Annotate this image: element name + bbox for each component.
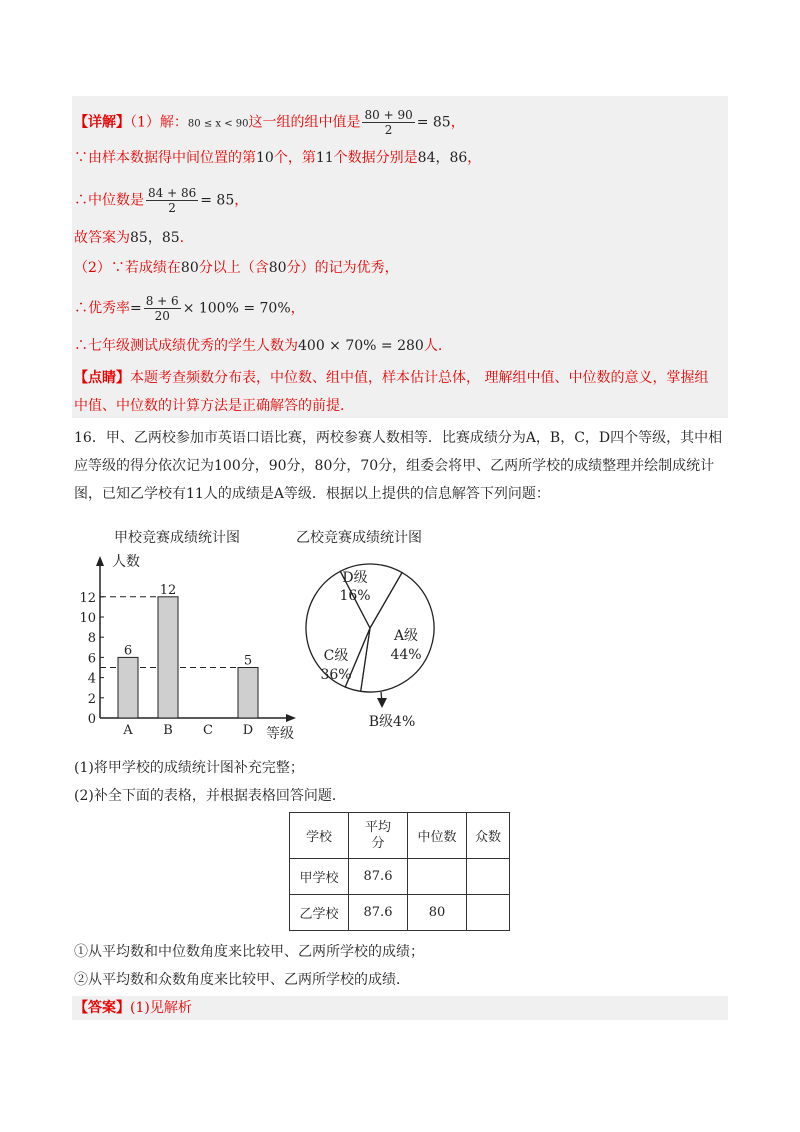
answer-text: (1)见解析	[130, 1000, 192, 1016]
solution-line-7	[74, 336, 442, 356]
table-cell: 87.6	[349, 895, 408, 931]
pie-slice-percent: 44%	[390, 647, 422, 663]
answer-label: 【答案】	[74, 1000, 130, 1016]
comma: ，	[467, 150, 482, 166]
y-tick-label: 0	[87, 712, 96, 727]
part2-b: 分以上（含	[198, 260, 269, 276]
question-line3: 图，已知乙学校有11人的成绩是A等级．根据以上提供的信息解答下列问题：	[74, 486, 550, 502]
x-axis-arrow	[286, 714, 296, 722]
pie-chart-title: 乙校竞赛成绩统计图	[296, 530, 422, 546]
midpoint-num: 80 + 90	[364, 108, 413, 122]
charts-figure	[70, 522, 490, 747]
table-cell	[408, 859, 467, 895]
median-vals: 84，86	[417, 150, 468, 166]
y-tick-label: 12	[79, 590, 96, 606]
y-axis-label: 人数	[112, 554, 140, 570]
part2-80b: 80	[268, 260, 287, 276]
table-cell: 80	[408, 895, 467, 931]
part2-80a: 80	[180, 260, 199, 276]
x-tick-label: A	[123, 723, 133, 738]
part2-a: （2）∵若成绩在	[74, 260, 181, 276]
part1-prefix: （1）解：	[130, 114, 188, 131]
x-tick-label: D	[242, 723, 254, 738]
subquestion-2: (2)补全下面的表格，并根据表格回答问题．	[74, 788, 346, 804]
solution-line-6: ∴优秀率= $\frac{8 + 6}{20}$ × 100% = 70%，	[74, 294, 305, 323]
midpoint-text: 这一组的组中值是	[248, 114, 361, 131]
pie-slice-name: D级	[342, 570, 368, 586]
comment-label: 【点睛】	[74, 370, 130, 386]
comment-line2: 中值、中位数的计算方法是正确解答的前提.	[74, 398, 345, 414]
excellent-den: 20	[154, 309, 170, 323]
solution-line-2	[74, 148, 481, 168]
x-tick-label: C	[203, 723, 213, 738]
bar-value-label: 6	[123, 643, 133, 659]
median-den: 2	[168, 201, 176, 215]
pie-slice-label-b: B级4%	[368, 714, 416, 730]
y-tick-label: 4	[87, 671, 96, 687]
solution-line-9	[74, 396, 344, 416]
x-axis-label: 等级	[266, 726, 294, 742]
solution-line-4	[74, 228, 184, 248]
part2-c: 分）的记为优秀，	[286, 260, 399, 276]
excellent-fraction	[144, 294, 181, 323]
y-tick-label: 10	[79, 611, 96, 626]
table-cell	[467, 859, 510, 895]
answer-vals: 85，85	[130, 230, 180, 246]
median-pos-10: 10	[256, 150, 274, 166]
median-pos-11: 11	[315, 150, 334, 166]
x-tick-label: B	[163, 723, 173, 738]
table-cell: 87.6	[349, 859, 408, 895]
solution-line-8	[74, 368, 708, 388]
median-fraction	[146, 186, 198, 215]
bar-chart	[79, 553, 296, 742]
count-b: 人.	[423, 338, 443, 354]
header-avg-line1: 平均	[364, 819, 391, 835]
median-num: 84 + 86	[148, 186, 197, 200]
table-header-average	[349, 813, 408, 859]
question-line1: 16．甲、乙两校参加市英语口语比赛，两校参赛人数相等．比赛成绩分为A，B，C，D四个等级，其中相	[74, 430, 723, 446]
table-cell: 乙学校	[290, 895, 349, 931]
excellent-num: 8 + 6	[145, 294, 179, 308]
subquestion-1: (1)将甲学校的成绩统计图补充完整；	[74, 760, 304, 776]
y-tick-label: 8	[87, 631, 96, 647]
answer-a: 故答案为	[74, 230, 130, 246]
solution-line-1	[74, 108, 465, 137]
period: .	[179, 230, 185, 246]
pie-chart	[306, 564, 434, 730]
y-tick-label: 6	[87, 651, 96, 667]
table-row	[290, 895, 510, 931]
table-header-mode: 众数	[467, 813, 510, 859]
comment-line1: 本题考查频数分布表，中位数、组中值，样本估计总体， 理解组中值、中位数的意义，掌握组	[130, 370, 709, 386]
median-label: ∴中位数是	[74, 192, 144, 209]
comma: ，	[234, 192, 249, 209]
table-header-median: 中位数	[408, 813, 467, 859]
table-header-school: 学校	[290, 813, 349, 859]
y-tick-label: 2	[87, 691, 96, 707]
bar	[238, 668, 258, 719]
comma: ，	[450, 114, 465, 131]
interval: 80 ≤ x < 90	[187, 118, 249, 130]
table-cell	[467, 895, 510, 931]
pie-slice-name: A级	[393, 628, 419, 644]
solution-line-3	[74, 186, 248, 215]
count-a: ∴七年级测试成绩优秀的学生人数为	[74, 338, 298, 354]
bar	[158, 597, 178, 718]
median-pos-a: ∵由样本数据得中间位置的第	[74, 150, 256, 166]
midpoint-fraction	[362, 108, 414, 137]
answer-line	[74, 998, 192, 1018]
header-avg-line2: 分	[371, 835, 385, 851]
pie-leader-arrow	[377, 698, 387, 708]
midpoint-result: = 85	[416, 114, 451, 131]
pie-slice-percent: 36%	[320, 667, 352, 683]
pie-slice-percent: 16%	[339, 588, 371, 604]
question-text	[74, 424, 730, 508]
question-part-2: ②从平均数和众数角度来比较甲、乙两所学校的成绩．	[74, 972, 410, 988]
median-pos-b: 个，第	[273, 150, 316, 166]
excellent-result: × 100% = 70%	[182, 300, 291, 317]
count-expr: 400 × 70% = 280	[298, 338, 424, 354]
y-axis-arrow	[96, 556, 104, 566]
bar-chart-title: 甲校竞赛成绩统计图	[114, 530, 240, 546]
question-line2: 应等级的得分依次记为100分，90分，80分，70分，组委会将甲、乙两所学校的成绩整理并绘制成统计	[74, 458, 715, 474]
solution-line-5	[74, 258, 399, 278]
detail-label: 【详解】	[74, 114, 130, 131]
comma: ，	[290, 300, 305, 317]
pie-slice-name: C级	[323, 648, 349, 664]
median-pos-c: 个数据分别是	[333, 150, 418, 166]
bar-value-label: 12	[159, 582, 177, 598]
midpoint-den: 2	[384, 123, 393, 137]
table-cell: 甲学校	[290, 859, 349, 895]
bar-value-label: 5	[243, 653, 253, 669]
excellent-label: ∴优秀率	[74, 300, 130, 317]
median-result: = 85	[200, 192, 235, 209]
bar	[118, 657, 138, 718]
stats-table	[289, 812, 510, 931]
table-row	[290, 859, 510, 895]
question-part-1: ①从平均数和中位数角度来比较甲、乙两所学校的成绩；	[74, 944, 424, 960]
